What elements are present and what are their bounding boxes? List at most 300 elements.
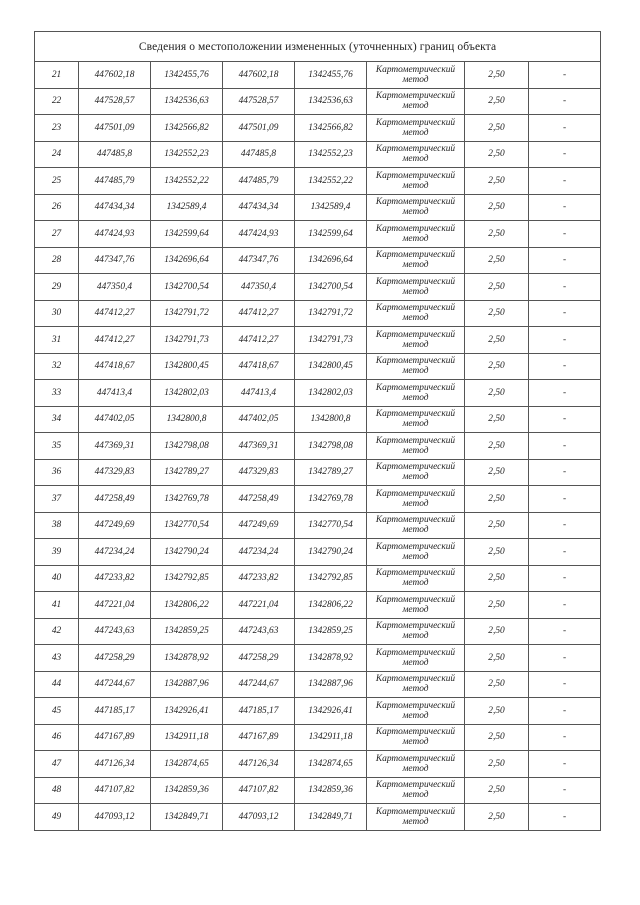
existing-x-cell: 447185,17 (79, 698, 151, 725)
point-number-cell: 47 (35, 751, 79, 778)
remark-cell: - (529, 645, 601, 672)
accuracy-cell: 2,50 (465, 539, 529, 566)
point-number-cell: 38 (35, 512, 79, 539)
method-cell (367, 353, 465, 380)
refined-x-cell: 447412,27 (223, 300, 295, 327)
refined-x-cell: 447402,05 (223, 406, 295, 433)
accuracy-cell: 2,50 (465, 592, 529, 619)
method-line-2: метод (402, 631, 429, 642)
point-number-cell: 33 (35, 380, 79, 407)
refined-y-cell: 1342926,41 (295, 698, 367, 725)
remark-cell: - (529, 353, 601, 380)
refined-x-cell: 447602,18 (223, 62, 295, 89)
existing-x-cell: 447402,05 (79, 406, 151, 433)
accuracy-cell: 2,50 (465, 618, 529, 645)
existing-x-cell: 447347,76 (79, 247, 151, 274)
method-cell (367, 751, 465, 778)
point-number-cell: 37 (35, 486, 79, 513)
method-cell (367, 141, 465, 168)
refined-x-cell: 447369,31 (223, 433, 295, 460)
method-line-1: Картометрический (375, 462, 456, 473)
point-number-cell: 43 (35, 645, 79, 672)
method-line-2: метод (402, 763, 429, 774)
point-number-cell: 27 (35, 221, 79, 248)
accuracy-cell: 2,50 (465, 406, 529, 433)
method-line-1: Картометрический (375, 568, 456, 579)
refined-y-cell: 1342791,72 (295, 300, 367, 327)
method-cell (367, 777, 465, 804)
table-row (35, 671, 601, 698)
accuracy-cell: 2,50 (465, 300, 529, 327)
existing-y-cell: 1342800,8 (151, 406, 223, 433)
refined-x-cell: 447126,34 (223, 751, 295, 778)
existing-x-cell: 447418,67 (79, 353, 151, 380)
refined-y-cell: 1342806,22 (295, 592, 367, 619)
table-row (35, 88, 601, 115)
refined-y-cell: 1342859,36 (295, 777, 367, 804)
point-number-cell: 31 (35, 327, 79, 354)
refined-x-cell: 447329,83 (223, 459, 295, 486)
table-row (35, 645, 601, 672)
existing-x-cell: 447350,4 (79, 274, 151, 301)
point-number-cell: 28 (35, 247, 79, 274)
refined-x-cell: 447413,4 (223, 380, 295, 407)
method-line-2: метод (402, 260, 429, 271)
existing-x-cell: 447093,12 (79, 804, 151, 831)
refined-x-cell: 447221,04 (223, 592, 295, 619)
accuracy-cell: 2,50 (465, 353, 529, 380)
existing-y-cell: 1342700,54 (151, 274, 223, 301)
method-cell (367, 459, 465, 486)
refined-x-cell: 447485,8 (223, 141, 295, 168)
method-cell (367, 433, 465, 460)
existing-x-cell: 447501,09 (79, 115, 151, 142)
method-line-1: Картометрический (375, 515, 456, 526)
existing-x-cell: 447424,93 (79, 221, 151, 248)
existing-y-cell: 1342790,24 (151, 539, 223, 566)
refined-x-cell: 447244,67 (223, 671, 295, 698)
refined-y-cell: 1342536,63 (295, 88, 367, 115)
accuracy-cell: 2,50 (465, 247, 529, 274)
refined-y-cell: 1342874,65 (295, 751, 367, 778)
method-cell (367, 565, 465, 592)
refined-y-cell: 1342552,22 (295, 168, 367, 195)
method-line-2: метод (402, 180, 429, 191)
existing-x-cell: 447412,27 (79, 327, 151, 354)
existing-y-cell: 1342791,73 (151, 327, 223, 354)
accuracy-cell: 2,50 (465, 274, 529, 301)
refined-x-cell: 447233,82 (223, 565, 295, 592)
method-line-1: Картометрический (375, 674, 456, 685)
refined-x-cell: 447350,4 (223, 274, 295, 301)
boundary-table (34, 31, 601, 831)
refined-x-cell: 447418,67 (223, 353, 295, 380)
existing-x-cell: 447126,34 (79, 751, 151, 778)
remark-cell: - (529, 459, 601, 486)
accuracy-cell: 2,50 (465, 327, 529, 354)
refined-x-cell: 447258,29 (223, 645, 295, 672)
method-line-2: метод (402, 604, 429, 615)
refined-y-cell: 1342566,82 (295, 115, 367, 142)
point-number-cell: 22 (35, 88, 79, 115)
remark-cell: - (529, 380, 601, 407)
refined-x-cell: 447243,63 (223, 618, 295, 645)
method-cell (367, 221, 465, 248)
table-row (35, 592, 601, 619)
method-line-1: Картометрический (375, 276, 456, 287)
existing-x-cell: 447234,24 (79, 539, 151, 566)
existing-y-cell: 1342798,08 (151, 433, 223, 460)
refined-x-cell: 447485,79 (223, 168, 295, 195)
existing-x-cell: 447258,49 (79, 486, 151, 513)
method-line-1: Картометрический (375, 621, 456, 632)
accuracy-cell: 2,50 (465, 62, 529, 89)
accuracy-cell: 2,50 (465, 194, 529, 221)
point-number-cell: 44 (35, 671, 79, 698)
method-cell (367, 168, 465, 195)
existing-x-cell: 447249,69 (79, 512, 151, 539)
existing-y-cell: 1342859,36 (151, 777, 223, 804)
refined-y-cell: 1342770,54 (295, 512, 367, 539)
remark-cell: - (529, 141, 601, 168)
method-line-2: метод (402, 445, 429, 456)
table-row (35, 406, 601, 433)
table-row (35, 353, 601, 380)
remark-cell: - (529, 327, 601, 354)
point-number-cell: 23 (35, 115, 79, 142)
method-line-2: метод (402, 101, 429, 112)
method-line-1: Картометрический (375, 780, 456, 791)
refined-x-cell: 447167,89 (223, 724, 295, 751)
refined-y-cell: 1342552,23 (295, 141, 367, 168)
method-cell (367, 486, 465, 513)
point-number-cell: 42 (35, 618, 79, 645)
remark-cell: - (529, 406, 601, 433)
point-number-cell: 40 (35, 565, 79, 592)
method-line-2: метод (402, 366, 429, 377)
accuracy-cell: 2,50 (465, 804, 529, 831)
method-line-1: Картометрический (375, 329, 456, 340)
accuracy-cell: 2,50 (465, 141, 529, 168)
accuracy-cell: 2,50 (465, 115, 529, 142)
accuracy-cell: 2,50 (465, 88, 529, 115)
refined-y-cell: 1342878,92 (295, 645, 367, 672)
existing-x-cell: 447412,27 (79, 300, 151, 327)
method-line-2: метод (402, 286, 429, 297)
method-cell (367, 645, 465, 672)
method-line-2: метод (402, 737, 429, 748)
method-line-2: метод (402, 419, 429, 430)
existing-y-cell: 1342806,22 (151, 592, 223, 619)
method-cell (367, 194, 465, 221)
refined-x-cell: 447107,82 (223, 777, 295, 804)
existing-y-cell: 1342696,64 (151, 247, 223, 274)
method-cell (367, 327, 465, 354)
table-row (35, 751, 601, 778)
refined-y-cell: 1342769,78 (295, 486, 367, 513)
table-row (35, 115, 601, 142)
refined-y-cell: 1342455,76 (295, 62, 367, 89)
refined-y-cell: 1342789,27 (295, 459, 367, 486)
accuracy-cell: 2,50 (465, 168, 529, 195)
point-number-cell: 36 (35, 459, 79, 486)
table-row (35, 168, 601, 195)
method-line-1: Картометрический (375, 753, 456, 764)
existing-y-cell: 1342802,03 (151, 380, 223, 407)
table-row (35, 777, 601, 804)
method-cell (367, 380, 465, 407)
existing-x-cell: 447602,18 (79, 62, 151, 89)
table-row (35, 565, 601, 592)
existing-x-cell: 447329,83 (79, 459, 151, 486)
refined-y-cell: 1342802,03 (295, 380, 367, 407)
method-cell (367, 62, 465, 89)
accuracy-cell: 2,50 (465, 512, 529, 539)
table-row (35, 221, 601, 248)
remark-cell: - (529, 486, 601, 513)
remark-cell: - (529, 592, 601, 619)
table-row (35, 698, 601, 725)
existing-y-cell: 1342849,71 (151, 804, 223, 831)
point-number-cell: 46 (35, 724, 79, 751)
method-line-1: Картометрический (375, 144, 456, 155)
remark-cell: - (529, 274, 601, 301)
accuracy-cell: 2,50 (465, 645, 529, 672)
method-cell (367, 247, 465, 274)
method-line-2: метод (402, 710, 429, 721)
method-line-1: Картометрический (375, 647, 456, 658)
existing-x-cell: 447528,57 (79, 88, 151, 115)
method-cell (367, 698, 465, 725)
point-number-cell: 24 (35, 141, 79, 168)
refined-x-cell: 447185,17 (223, 698, 295, 725)
method-line-1: Картометрический (375, 594, 456, 605)
existing-x-cell: 447485,8 (79, 141, 151, 168)
existing-y-cell: 1342887,96 (151, 671, 223, 698)
method-line-2: метод (402, 127, 429, 138)
method-line-1: Картометрический (375, 356, 456, 367)
table-row (35, 62, 601, 89)
existing-x-cell: 447244,67 (79, 671, 151, 698)
existing-x-cell: 447167,89 (79, 724, 151, 751)
table-row (35, 486, 601, 513)
method-cell (367, 618, 465, 645)
remark-cell: - (529, 168, 601, 195)
point-number-cell: 34 (35, 406, 79, 433)
method-cell (367, 115, 465, 142)
refined-y-cell: 1342859,25 (295, 618, 367, 645)
table-row (35, 618, 601, 645)
table-row (35, 327, 601, 354)
method-cell (367, 300, 465, 327)
remark-cell: - (529, 247, 601, 274)
existing-y-cell: 1342926,41 (151, 698, 223, 725)
remark-cell: - (529, 804, 601, 831)
accuracy-cell: 2,50 (465, 433, 529, 460)
method-line-2: метод (402, 392, 429, 403)
remark-cell: - (529, 618, 601, 645)
method-line-2: метод (402, 684, 429, 695)
refined-x-cell: 447258,49 (223, 486, 295, 513)
method-line-2: метод (402, 498, 429, 509)
method-line-2: метод (402, 551, 429, 562)
point-number-cell: 35 (35, 433, 79, 460)
existing-y-cell: 1342455,76 (151, 62, 223, 89)
table-row (35, 247, 601, 274)
existing-y-cell: 1342874,65 (151, 751, 223, 778)
existing-x-cell: 447221,04 (79, 592, 151, 619)
point-number-cell: 49 (35, 804, 79, 831)
refined-x-cell: 447249,69 (223, 512, 295, 539)
method-line-1: Картометрический (375, 409, 456, 420)
existing-x-cell: 447107,82 (79, 777, 151, 804)
refined-y-cell: 1342798,08 (295, 433, 367, 460)
method-line-1: Картометрический (375, 435, 456, 446)
method-cell (367, 406, 465, 433)
method-line-2: метод (402, 74, 429, 85)
table-row (35, 194, 601, 221)
accuracy-cell: 2,50 (465, 459, 529, 486)
existing-y-cell: 1342566,82 (151, 115, 223, 142)
refined-x-cell: 447434,34 (223, 194, 295, 221)
existing-y-cell: 1342859,25 (151, 618, 223, 645)
existing-x-cell: 447233,82 (79, 565, 151, 592)
point-number-cell: 25 (35, 168, 79, 195)
method-cell (367, 724, 465, 751)
refined-x-cell: 447501,09 (223, 115, 295, 142)
remark-cell: - (529, 88, 601, 115)
existing-y-cell: 1342589,4 (151, 194, 223, 221)
existing-y-cell: 1342789,27 (151, 459, 223, 486)
accuracy-cell: 2,50 (465, 777, 529, 804)
method-line-1: Картометрический (375, 488, 456, 499)
method-line-1: Картометрический (375, 806, 456, 817)
table-row (35, 459, 601, 486)
refined-y-cell: 1342849,71 (295, 804, 367, 831)
existing-x-cell: 447258,29 (79, 645, 151, 672)
method-line-1: Картометрический (375, 223, 456, 234)
point-number-cell: 30 (35, 300, 79, 327)
method-line-1: Картометрический (375, 64, 456, 75)
existing-y-cell: 1342599,64 (151, 221, 223, 248)
point-number-cell: 26 (35, 194, 79, 221)
method-line-2: метод (402, 154, 429, 165)
refined-y-cell: 1342800,45 (295, 353, 367, 380)
table-title: Сведения о местоположении измененных (уточненных) границ объекта (35, 32, 601, 62)
method-line-2: метод (402, 525, 429, 536)
refined-y-cell: 1342589,4 (295, 194, 367, 221)
method-line-2: метод (402, 657, 429, 668)
existing-y-cell: 1342552,23 (151, 141, 223, 168)
existing-y-cell: 1342878,92 (151, 645, 223, 672)
table-row (35, 539, 601, 566)
refined-x-cell: 447093,12 (223, 804, 295, 831)
remark-cell: - (529, 221, 601, 248)
method-line-2: метод (402, 816, 429, 827)
method-line-2: метод (402, 339, 429, 350)
existing-y-cell: 1342552,22 (151, 168, 223, 195)
point-number-cell: 39 (35, 539, 79, 566)
table-row (35, 141, 601, 168)
method-cell (367, 274, 465, 301)
method-cell (367, 804, 465, 831)
existing-y-cell: 1342769,78 (151, 486, 223, 513)
refined-x-cell: 447528,57 (223, 88, 295, 115)
method-line-2: метод (402, 313, 429, 324)
existing-x-cell: 447413,4 (79, 380, 151, 407)
method-line-1: Картометрический (375, 727, 456, 738)
accuracy-cell: 2,50 (465, 380, 529, 407)
method-cell (367, 512, 465, 539)
remark-cell: - (529, 724, 601, 751)
method-line-1: Картометрический (375, 303, 456, 314)
method-cell (367, 539, 465, 566)
remark-cell: - (529, 300, 601, 327)
point-number-cell: 48 (35, 777, 79, 804)
method-line-2: метод (402, 578, 429, 589)
method-cell (367, 671, 465, 698)
existing-y-cell: 1342792,85 (151, 565, 223, 592)
method-line-1: Картометрический (375, 250, 456, 261)
method-line-2: метод (402, 472, 429, 483)
accuracy-cell: 2,50 (465, 724, 529, 751)
point-number-cell: 41 (35, 592, 79, 619)
method-line-1: Картометрический (375, 117, 456, 128)
refined-y-cell: 1342911,18 (295, 724, 367, 751)
remark-cell: - (529, 115, 601, 142)
refined-x-cell: 447412,27 (223, 327, 295, 354)
method-cell (367, 88, 465, 115)
existing-y-cell: 1342800,45 (151, 353, 223, 380)
existing-x-cell: 447243,63 (79, 618, 151, 645)
method-line-1: Картометрический (375, 197, 456, 208)
method-line-2: метод (402, 790, 429, 801)
existing-y-cell: 1342911,18 (151, 724, 223, 751)
remark-cell: - (529, 698, 601, 725)
refined-x-cell: 447234,24 (223, 539, 295, 566)
refined-y-cell: 1342696,64 (295, 247, 367, 274)
method-line-1: Картометрический (375, 170, 456, 181)
remark-cell: - (529, 671, 601, 698)
table-row (35, 300, 601, 327)
method-line-2: метод (402, 207, 429, 218)
existing-x-cell: 447485,79 (79, 168, 151, 195)
refined-y-cell: 1342791,73 (295, 327, 367, 354)
table-row (35, 380, 601, 407)
table-row (35, 804, 601, 831)
remark-cell: - (529, 751, 601, 778)
point-number-cell: 21 (35, 62, 79, 89)
refined-y-cell: 1342599,64 (295, 221, 367, 248)
remark-cell: - (529, 512, 601, 539)
accuracy-cell: 2,50 (465, 221, 529, 248)
method-line-1: Картометрический (375, 382, 456, 393)
existing-x-cell: 447434,34 (79, 194, 151, 221)
refined-y-cell: 1342792,85 (295, 565, 367, 592)
method-cell (367, 592, 465, 619)
existing-y-cell: 1342791,72 (151, 300, 223, 327)
method-line-1: Картометрический (375, 700, 456, 711)
existing-y-cell: 1342536,63 (151, 88, 223, 115)
remark-cell: - (529, 565, 601, 592)
refined-y-cell: 1342790,24 (295, 539, 367, 566)
refined-y-cell: 1342800,8 (295, 406, 367, 433)
method-line-2: метод (402, 233, 429, 244)
accuracy-cell: 2,50 (465, 698, 529, 725)
refined-y-cell: 1342887,96 (295, 671, 367, 698)
accuracy-cell: 2,50 (465, 671, 529, 698)
point-number-cell: 32 (35, 353, 79, 380)
